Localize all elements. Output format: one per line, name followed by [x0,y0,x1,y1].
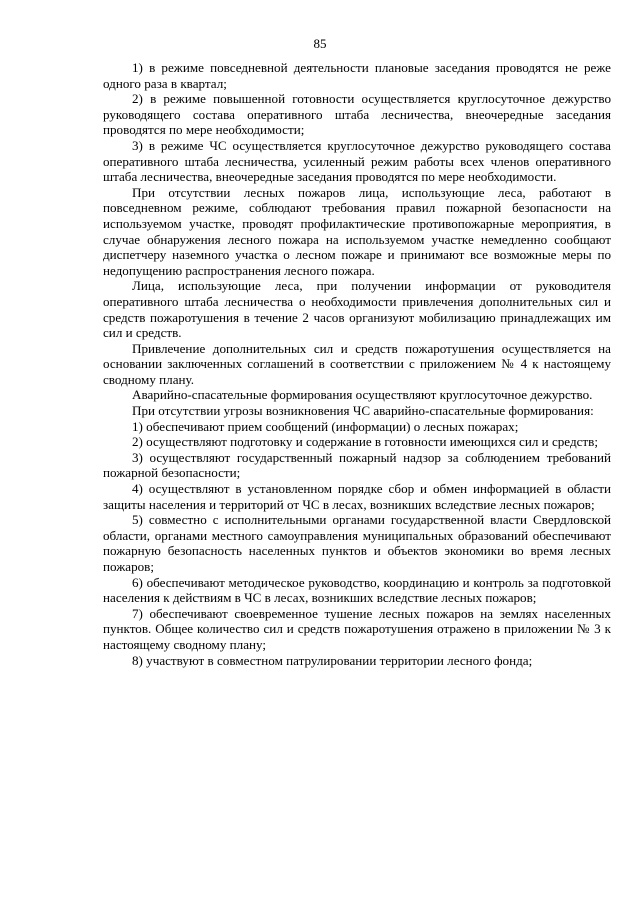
list-item: 7) обеспечивают своевременное тушение лесных пожаров на землях населенных пунктов. Общее количество сил и средств пожаротушения отражено в приложении № 3 к настоящему сводному плану; [103,605,611,652]
paragraph: 3) в режиме ЧС осуществляется круглосуточное дежурство руководящего состава оперативного штаба лесничества, усиленный режим работы всех членов оперативного штаба лесничества, внеочередные заседания проводятся по мере необходимости. [103,137,611,185]
list-item: 8) участвуют в совместном патрулировании территории лесного фонда; [132,652,533,668]
paragraph: 2) в режиме повышенной готовности осуществляется круглосуточное дежурство руководящего состава оперативного штаба лесничества, внеочередные заседания проводятся по мере необходимости; [103,91,611,138]
body-text [103,60,611,668]
list-item: 6) обеспечивают методическое руководство, координацию и контроль за подготовкой населения к действиям в ЧС в лесах, возникших вследствие лесных пожаров; [103,574,611,606]
paragraph: При отсутствии лесных пожаров лица, использующие леса, работают в повседневном режиме, соблюдают требования правил пожарной безопасности на используемом участке, проводят профилактические противопожарные мероприятия, в случае обнаружения лесного пожара на используемом участке немедленно сообщают диспетчеру наземного участка о лесном пожаре и принимают все возможные меры по недопущению распространения лесного пожара. [103,184,611,278]
list-item: 4) осуществляют в установленном порядке сбор и обмен информацией в области защиты населения и территорий от ЧС в лесах, возникших вследствие лесных пожаров; [103,481,611,512]
paragraph: Аварийно-спасательные формирования осуществляют круглосуточное дежурство. [132,387,593,403]
list-item: 2) осуществляют подготовку и содержание в готовности имеющихся сил и средств; [132,434,598,450]
list-item: 1) обеспечивают прием сообщений (информации) о лесных пожарах; [132,418,519,434]
paragraph: Привлечение дополнительных сил и средств пожаротушения осуществляется на основании заключенных соглашений в соответствии с приложением № 4 к настоящему сводному плану. [103,340,611,387]
page-number: 85 [313,36,327,51]
list-item: 3) осуществляют государственный пожарный надзор за соблюдением требований пожарной безопасности; [103,449,611,481]
paragraph: Лица, использующие леса, при получении информации от руководителя оперативного штаба лесничества о необходимости привлечения дополнительных сил и средств пожаротушения в течение 2 часов организуют мобилизацию принадлежащих им сил и средств. [103,278,611,341]
list-item: 5) совместно с исполнительными органами государственной власти Свердловской области, органами местного самоуправления муниципальных образований обеспечивают пожарную безопасность населенных пунктов и объектов экономики во время лесных пожаров; [103,512,611,574]
paragraph: При отсутствии угрозы возникновения ЧС аварийно-спасательные формирования: [132,403,594,419]
paragraph: 1) в режиме повседневной деятельности плановые заседания проводятся не реже одного раза в квартал; [103,60,611,91]
